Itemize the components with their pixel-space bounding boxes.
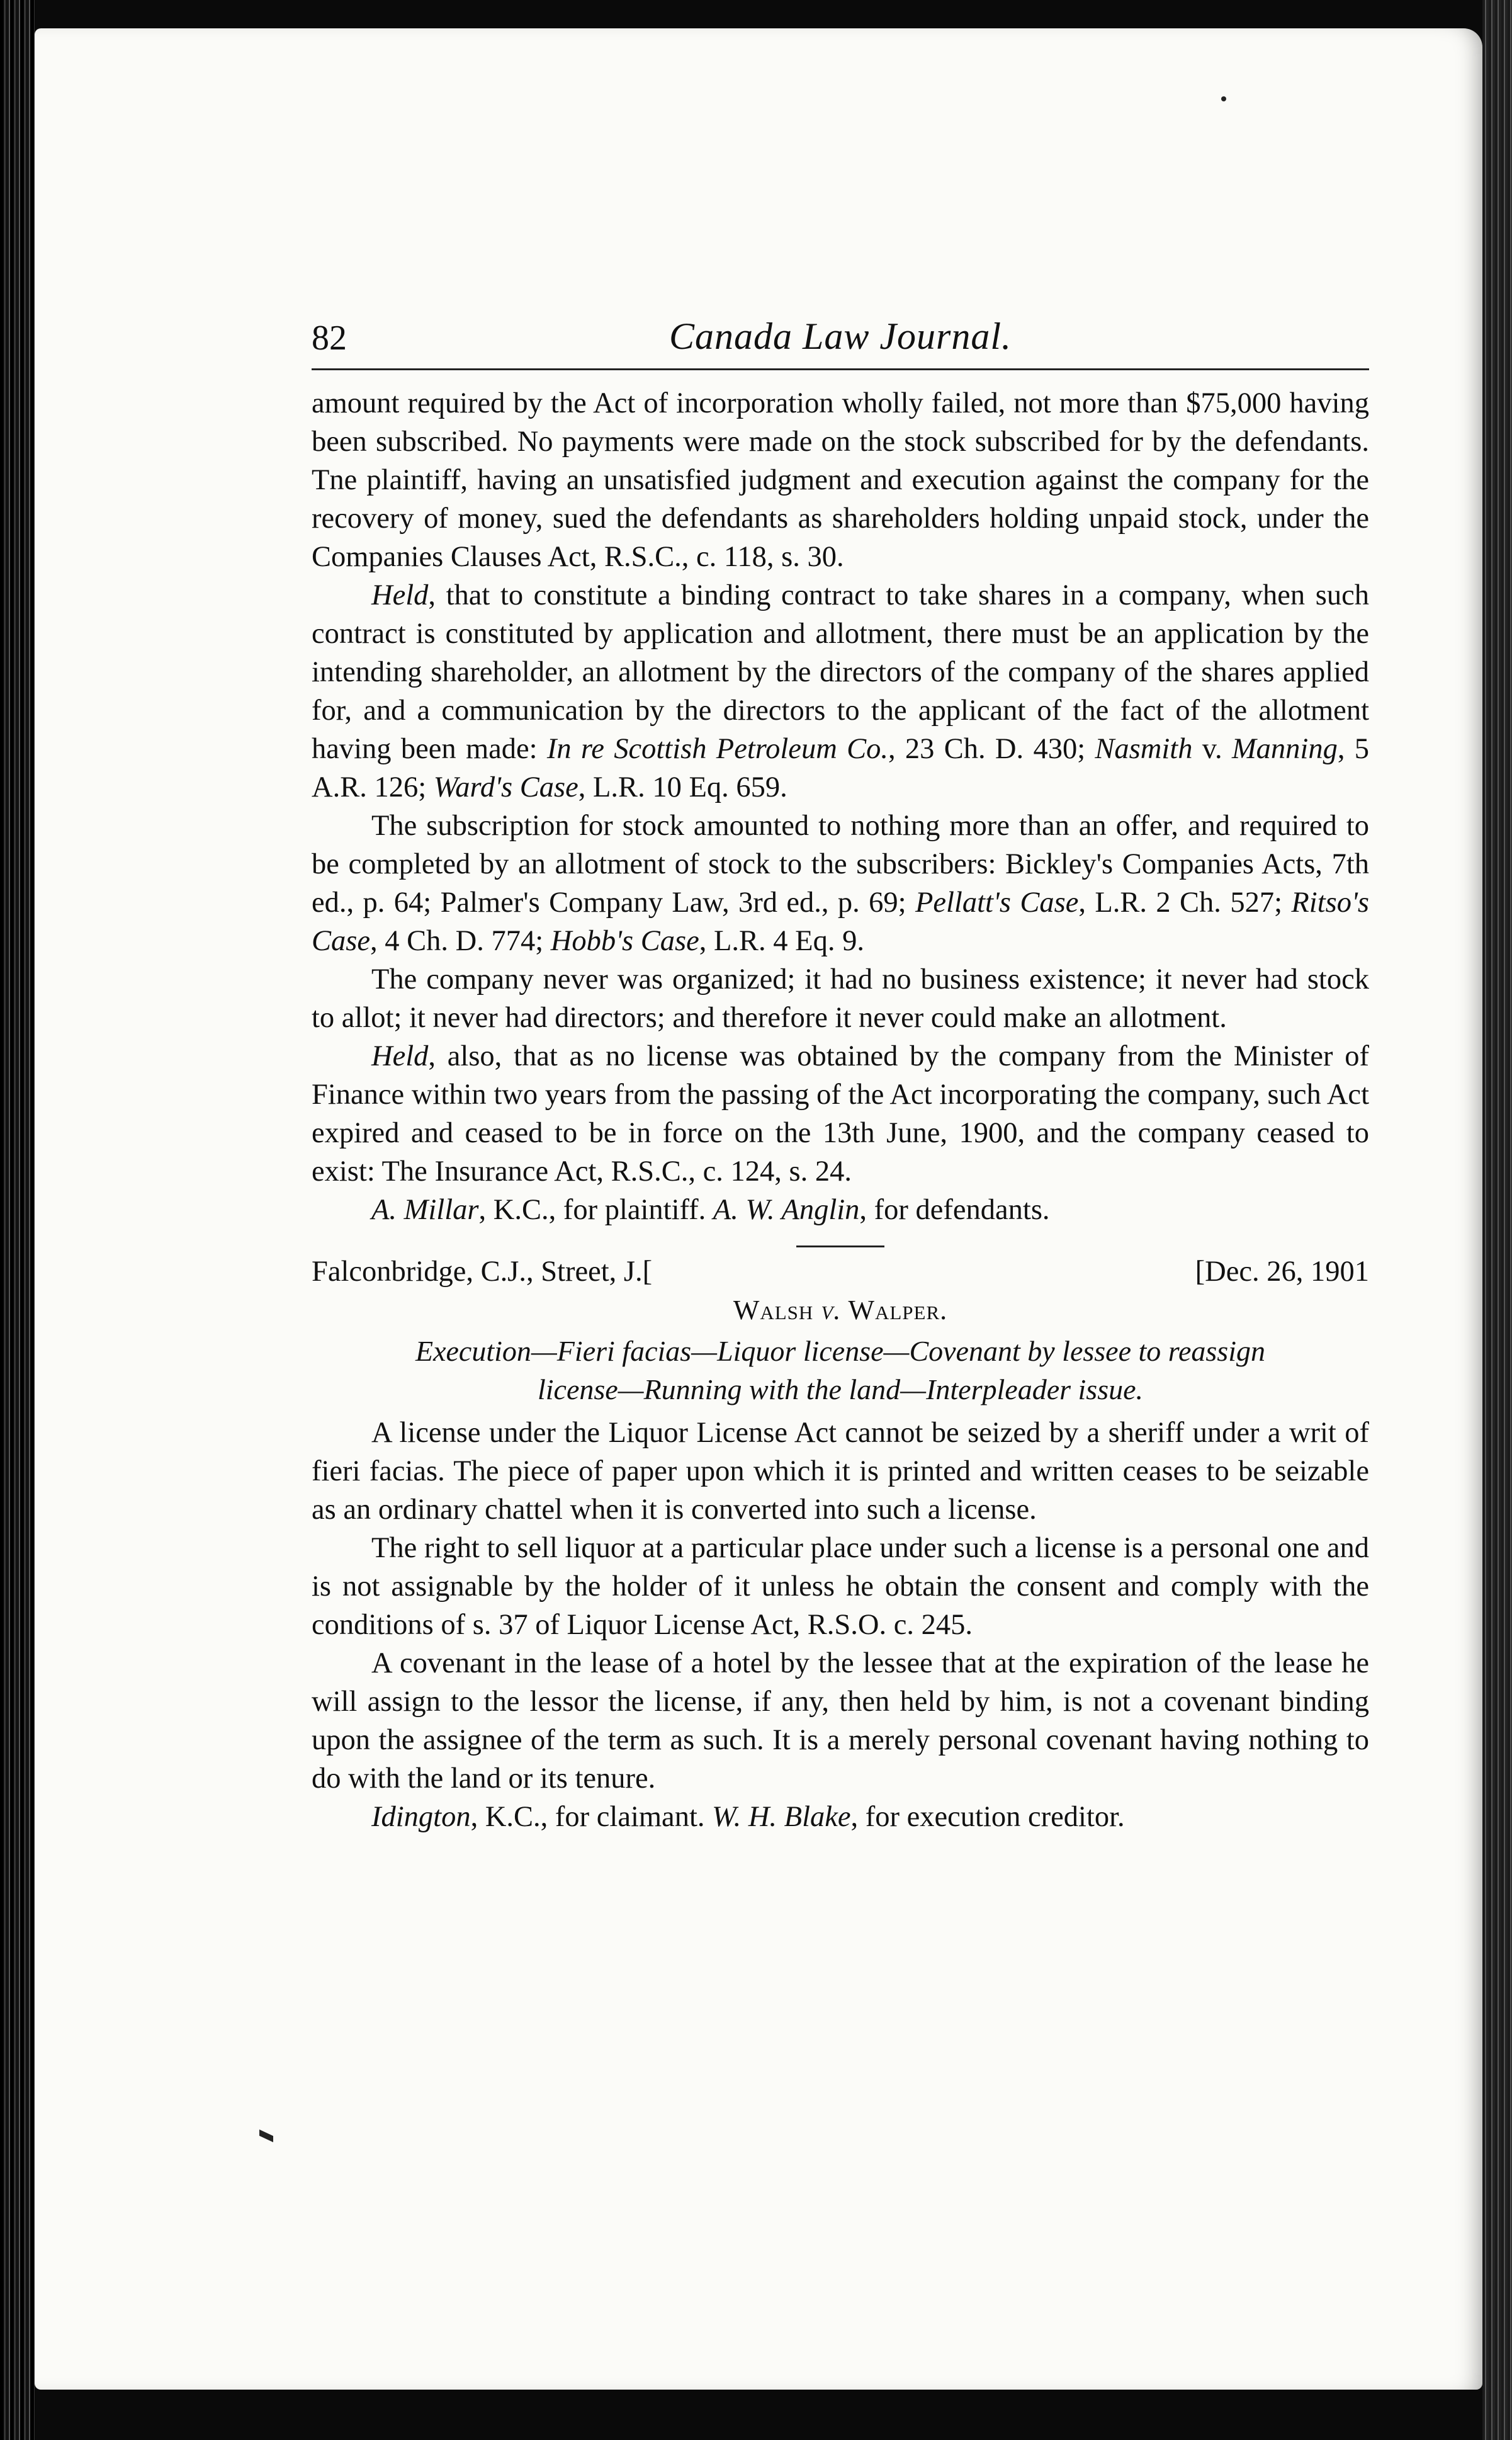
case2-paragraph-2: The right to sell liquor at a particular place under such a license is a personal one and is not assignable by the holder of it unless he obtain the consent and comply with the conditions of s. 37 of Liquor License Act, R.S.O. c. 245. [312,1532,1369,1641]
case-citation: Hobb's Case [550,925,699,957]
running-title: Canada Law Journal. [669,315,1012,357]
case-citation: Manning [1231,733,1338,765]
court-date-line [312,1252,1369,1291]
court-judges: Falconbridge, C.J., Street, J.[ [312,1256,653,1288]
held-label: Held [371,579,429,611]
page-number: 82 [312,319,347,358]
text-block [312,312,1369,1836]
case-citation: In re Scottish Petroleum Co. [546,733,888,765]
case1-paragraph-1: amount required by the Act of incorporation wholly failed, not more than $75,000 having been subscribed. No payments were made on the stock subscribed for by the defendants. Tne plaintiff, having an unsatisfied judgment and execution against the company for the recovery of money, sued the defendants as shareholders holding unpaid stock, under the Companies Clauses Act, R.S.C., c. 118, s. 30. [312,387,1369,573]
headnote [312,1332,1369,1409]
counsel-name: A. W. Anglin [713,1194,860,1226]
case1-held-paragraph: Held, that to constitute a binding contract to take shares in a company, when such contract is constituted by application and allotment, there must be an application by the intending shareholder, an allotment by the directors of the company of the shares applied for, and a communication by the directors to the applicant of the fact of the allotment having been made: In re Scottish Petroleum Co., 23 Ch. D. 430; Nasmith v. Manning, 5 A.R. 126; Ward's Case, L.R. 10 Eq. 659. [312,579,1370,803]
book-spine-edge [0,0,35,2440]
page-header [312,312,1369,368]
headnote-line-1: Execution—Fieri facias—Liquor license—Covenant by lessee to reassign [415,1335,1265,1367]
decision-date: [Dec. 26, 1901 [1195,1256,1369,1288]
journal-page [35,28,1482,2390]
case1-held-also-paragraph: Held, also, that as no license was obtained by the company from the Minister of Finance within two years from the passing of the Act incorporating the company, such Act expired and ceased to be in force on the 13th June, 1900, and the company ceased to exist: The Insurance Act, R.S.C., c. 124, s. 24. [312,1040,1369,1188]
case1-organization-paragraph: The company never was organized; it had no business existence; it never had stock to allot; it never had directors; and therefore it never could make an allotment. [312,963,1369,1034]
case1-subscription-paragraph: The subscription for stock amounted to nothing more than an offer, and required to be completed by an allotment of stock to the subscribers: Bickley's Companies Acts, 7th ed., p. 64; Palmer's Company Law, 3rd ed., p. 69; Pellatt's Case, L.R. 2 Ch. 527; Ritso's Case, 4 Ch. D. 774; Hobb's Case, L.R. 4 Eq. 9. [312,810,1370,957]
margin-mark [259,2130,273,2142]
case-citation: Ward's Case [433,771,578,803]
ink-speck [1221,96,1226,101]
case-citation: Nasmith [1095,733,1193,765]
case2-counsel-line: Idington, K.C., for claimant. W. H. Blake, for execution creditor. [371,1801,1125,1833]
page-right-edge [1482,0,1512,2440]
case-citation: Pellatt's Case [915,887,1079,919]
case2-paragraph-1: A license under the Liquor License Act cannot be seized by a sheriff under a writ of fieri facias. The piece of paper upon which it is printed and written ceases to be seizable as an ordinary chattel when it is converted into such a license. [312,1417,1369,1526]
case1-counsel-line: A. Millar, K.C., for plaintiff. A. W. Anglin, for defendants. [371,1194,1050,1226]
counsel-name: W. H. Blake [712,1801,851,1833]
case-title: Walsh v. Walper. [733,1295,948,1325]
headnote-line-2: license—Running with the land—Interpleader issue. [537,1373,1144,1405]
case-separator-rule [796,1246,884,1247]
counsel-name: Idington [371,1801,471,1833]
held-label: Held [371,1040,429,1072]
header-rule [312,368,1369,370]
case2-paragraph-3: A covenant in the lease of a hotel by the lessee that at the expiration of the lease he will assign to the lessor the license, if any, then held by him, is not a covenant binding upon the assignee of the term as such. It is a merely personal covenant having nothing to do with the land or its tenure. [312,1647,1369,1795]
counsel-name: A. Millar [371,1194,479,1226]
case-citation: Ritso's Case [312,887,1370,957]
